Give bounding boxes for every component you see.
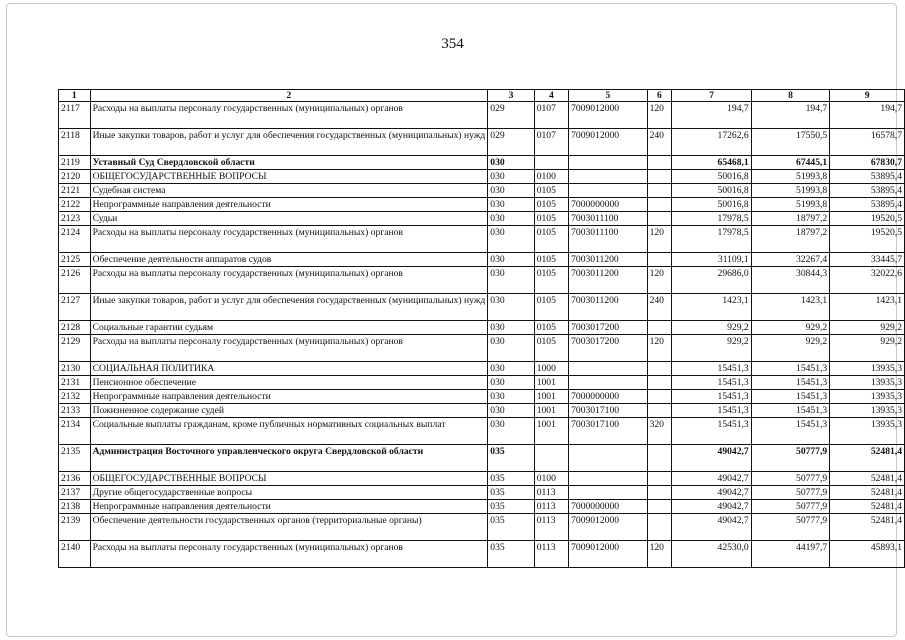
admin-code-cell: 030 <box>488 362 534 376</box>
amount-year1-cell: 17262,6 <box>672 129 751 156</box>
expense-type-cell <box>647 514 672 541</box>
amount-year2-cell: 44197,7 <box>751 541 830 568</box>
admin-code-cell: 035 <box>488 500 534 514</box>
expense-type-cell <box>647 472 672 486</box>
admin-code-cell: 030 <box>488 335 534 362</box>
amount-year2-cell: 32267,4 <box>751 253 830 267</box>
table-row <box>59 514 905 541</box>
table-row <box>59 486 905 500</box>
expense-type-cell <box>647 445 672 472</box>
admin-code-cell: 030 <box>488 156 534 170</box>
admin-code-cell: 029 <box>488 102 534 129</box>
section-code-cell: 0105 <box>534 267 568 294</box>
row-description-cell: Расходы на выплаты персоналу государственных (муниципальных) органов <box>90 102 488 129</box>
section-code-cell: 0113 <box>534 486 568 500</box>
admin-code-cell: 030 <box>488 198 534 212</box>
amount-year3-cell: 19520,5 <box>830 212 905 226</box>
row-description-cell: Пенсионное обеспечение <box>90 376 488 390</box>
section-code-cell <box>534 156 568 170</box>
row-description-cell: Обеспечение деятельности аппаратов судов <box>90 253 488 267</box>
section-code-cell: 0107 <box>534 102 568 129</box>
admin-code-cell: 030 <box>488 390 534 404</box>
target-article-cell: 7000000000 <box>569 198 647 212</box>
section-code-cell: 0105 <box>534 335 568 362</box>
column-header: 9 <box>830 90 905 102</box>
amount-year1-cell: 49042,7 <box>672 445 751 472</box>
expense-type-cell: 120 <box>647 267 672 294</box>
section-code-cell: 0100 <box>534 170 568 184</box>
table-row <box>59 390 905 404</box>
table-row <box>59 404 905 418</box>
target-article-cell: 7009012000 <box>569 102 647 129</box>
row-description-cell: Социальные гарантии судьям <box>90 321 488 335</box>
amount-year2-cell: 929,2 <box>751 321 830 335</box>
amount-year3-cell: 929,2 <box>830 335 905 362</box>
row-number-cell: 2130 <box>59 362 91 376</box>
admin-code-cell: 030 <box>488 253 534 267</box>
admin-code-cell: 030 <box>488 418 534 445</box>
row-description-cell: Расходы на выплаты персоналу государственных (муниципальных) органов <box>90 335 488 362</box>
row-description-cell: Расходы на выплаты персоналу государственных (муниципальных) органов <box>90 226 488 253</box>
target-article-cell <box>569 170 647 184</box>
amount-year3-cell: 32022,6 <box>830 267 905 294</box>
expense-type-cell: 240 <box>647 129 672 156</box>
table-row <box>59 445 905 472</box>
amount-year2-cell: 18797,2 <box>751 212 830 226</box>
expense-type-cell <box>647 198 672 212</box>
table-row <box>59 170 905 184</box>
amount-year1-cell: 17978,5 <box>672 226 751 253</box>
section-code-cell: 1001 <box>534 390 568 404</box>
amount-year1-cell: 49042,7 <box>672 472 751 486</box>
row-description-cell: Судьи <box>90 212 488 226</box>
row-description-cell: ОБЩЕГОСУДАРСТВЕННЫЕ ВОПРОСЫ <box>90 472 488 486</box>
amount-year3-cell: 33445,7 <box>830 253 905 267</box>
row-number-cell: 2121 <box>59 184 91 198</box>
amount-year3-cell: 53895,4 <box>830 198 905 212</box>
row-number-cell: 2137 <box>59 486 91 500</box>
admin-code-cell: 030 <box>488 184 534 198</box>
amount-year3-cell: 45893,1 <box>830 541 905 568</box>
expense-type-cell <box>647 390 672 404</box>
row-number-cell: 2122 <box>59 198 91 212</box>
amount-year2-cell: 194,7 <box>751 102 830 129</box>
row-description-cell: Иные закупки товаров, работ и услуг для обеспечения государственных (муниципальных) нужд <box>90 129 488 156</box>
row-description-cell: Иные закупки товаров, работ и услуг для обеспечения государственных (муниципальных) нужд <box>90 294 488 321</box>
admin-code-cell: 035 <box>488 472 534 486</box>
row-number-cell: 2117 <box>59 102 91 129</box>
section-code-cell: 1001 <box>534 418 568 445</box>
amount-year1-cell: 42530,0 <box>672 541 751 568</box>
amount-year1-cell: 49042,7 <box>672 514 751 541</box>
expense-type-cell <box>647 500 672 514</box>
target-article-cell: 7009012000 <box>569 129 647 156</box>
column-header: 6 <box>647 90 672 102</box>
target-article-cell: 7009012000 <box>569 541 647 568</box>
target-article-cell <box>569 445 647 472</box>
table-row <box>59 500 905 514</box>
table-row <box>59 253 905 267</box>
row-number-cell: 2133 <box>59 404 91 418</box>
amount-year1-cell: 15451,3 <box>672 362 751 376</box>
section-code-cell: 0113 <box>534 514 568 541</box>
section-code-cell: 0107 <box>534 129 568 156</box>
expense-type-cell: 120 <box>647 335 672 362</box>
amount-year3-cell: 1423,1 <box>830 294 905 321</box>
row-number-cell: 2126 <box>59 267 91 294</box>
row-description-cell: Судебная система <box>90 184 488 198</box>
column-header: 5 <box>569 90 647 102</box>
amount-year3-cell: 52481,4 <box>830 445 905 472</box>
row-number-cell: 2127 <box>59 294 91 321</box>
admin-code-cell: 030 <box>488 321 534 335</box>
section-code-cell: 1000 <box>534 362 568 376</box>
target-article-cell: 7000000000 <box>569 390 647 404</box>
row-description-cell: Непрограммные направления деятельности <box>90 198 488 212</box>
amount-year2-cell: 51993,8 <box>751 170 830 184</box>
row-description-cell: Социальные выплаты гражданам, кроме публичных нормативных социальных выплат <box>90 418 488 445</box>
amount-year2-cell: 17550,5 <box>751 129 830 156</box>
table-row <box>59 418 905 445</box>
admin-code-cell: 035 <box>488 486 534 500</box>
amount-year1-cell: 1423,1 <box>672 294 751 321</box>
row-description-cell: Уставный Суд Свердловской области <box>90 156 488 170</box>
target-article-cell <box>569 184 647 198</box>
amount-year3-cell: 52481,4 <box>830 514 905 541</box>
table-row <box>59 184 905 198</box>
section-code-cell: 0105 <box>534 294 568 321</box>
table-row <box>59 267 905 294</box>
amount-year2-cell: 50777,9 <box>751 445 830 472</box>
admin-code-cell: 030 <box>488 170 534 184</box>
expense-type-cell: 120 <box>647 226 672 253</box>
section-code-cell: 0113 <box>534 500 568 514</box>
section-code-cell: 0105 <box>534 226 568 253</box>
row-number-cell: 2140 <box>59 541 91 568</box>
amount-year1-cell: 15451,3 <box>672 390 751 404</box>
row-number-cell: 2134 <box>59 418 91 445</box>
table-row <box>59 198 905 212</box>
target-article-cell: 7003017100 <box>569 404 647 418</box>
section-code-cell: 0105 <box>534 253 568 267</box>
column-header: 8 <box>751 90 830 102</box>
column-header: 7 <box>672 90 751 102</box>
expense-type-cell <box>647 376 672 390</box>
section-code-cell: 0105 <box>534 321 568 335</box>
table-header-row <box>59 90 905 102</box>
expense-type-cell <box>647 170 672 184</box>
row-description-cell: Пожизненное содержание судей <box>90 404 488 418</box>
amount-year1-cell: 15451,3 <box>672 418 751 445</box>
amount-year3-cell: 19520,5 <box>830 226 905 253</box>
amount-year2-cell: 50777,9 <box>751 486 830 500</box>
section-code-cell: 0100 <box>534 472 568 486</box>
admin-code-cell: 030 <box>488 404 534 418</box>
row-description-cell: Расходы на выплаты персоналу государственных (муниципальных) органов <box>90 541 488 568</box>
row-number-cell: 2136 <box>59 472 91 486</box>
target-article-cell: 7003017200 <box>569 335 647 362</box>
target-article-cell: 7000000000 <box>569 500 647 514</box>
target-article-cell <box>569 486 647 500</box>
section-code-cell: 1001 <box>534 404 568 418</box>
table-row <box>59 156 905 170</box>
table-row <box>59 226 905 253</box>
amount-year2-cell: 15451,3 <box>751 362 830 376</box>
admin-code-cell: 030 <box>488 267 534 294</box>
table-row <box>59 102 905 129</box>
amount-year1-cell: 49042,7 <box>672 500 751 514</box>
row-description-cell: Другие общегосударственные вопросы <box>90 486 488 500</box>
amount-year3-cell: 194,7 <box>830 102 905 129</box>
row-number-cell: 2119 <box>59 156 91 170</box>
expense-type-cell <box>647 184 672 198</box>
table-row <box>59 335 905 362</box>
amount-year1-cell: 49042,7 <box>672 486 751 500</box>
amount-year1-cell: 65468,1 <box>672 156 751 170</box>
expense-type-cell <box>647 404 672 418</box>
section-code-cell <box>534 445 568 472</box>
row-description-cell: ОБЩЕГОСУДАРСТВЕННЫЕ ВОПРОСЫ <box>90 170 488 184</box>
row-number-cell: 2139 <box>59 514 91 541</box>
admin-code-cell: 030 <box>488 212 534 226</box>
amount-year1-cell: 15451,3 <box>672 376 751 390</box>
amount-year3-cell: 67830,7 <box>830 156 905 170</box>
table-row <box>59 294 905 321</box>
target-article-cell <box>569 472 647 486</box>
amount-year3-cell: 13935,3 <box>830 390 905 404</box>
column-header: 3 <box>488 90 534 102</box>
row-number-cell: 2118 <box>59 129 91 156</box>
admin-code-cell: 029 <box>488 129 534 156</box>
amount-year3-cell: 53895,4 <box>830 184 905 198</box>
amount-year2-cell: 18797,2 <box>751 226 830 253</box>
amount-year2-cell: 30844,3 <box>751 267 830 294</box>
row-description-cell: Обеспечение деятельности государственных органов (территориальные органы) <box>90 514 488 541</box>
section-code-cell: 1001 <box>534 376 568 390</box>
target-article-cell <box>569 156 647 170</box>
column-header: 1 <box>59 90 91 102</box>
target-article-cell: 7003011100 <box>569 226 647 253</box>
target-article-cell: 7003017200 <box>569 321 647 335</box>
amount-year2-cell: 67445,1 <box>751 156 830 170</box>
amount-year2-cell: 15451,3 <box>751 390 830 404</box>
amount-year1-cell: 194,7 <box>672 102 751 129</box>
amount-year2-cell: 50777,9 <box>751 500 830 514</box>
target-article-cell <box>569 376 647 390</box>
row-number-cell: 2124 <box>59 226 91 253</box>
amount-year2-cell: 15451,3 <box>751 376 830 390</box>
expense-type-cell <box>647 486 672 500</box>
section-code-cell: 0105 <box>534 184 568 198</box>
page-number: 354 <box>441 36 464 52</box>
table-body <box>59 102 905 568</box>
amount-year2-cell: 1423,1 <box>751 294 830 321</box>
amount-year2-cell: 51993,8 <box>751 184 830 198</box>
row-number-cell: 2132 <box>59 390 91 404</box>
table-row <box>59 376 905 390</box>
row-number-cell: 2135 <box>59 445 91 472</box>
section-code-cell: 0105 <box>534 198 568 212</box>
table-row <box>59 362 905 376</box>
admin-code-cell: 030 <box>488 376 534 390</box>
amount-year3-cell: 13935,3 <box>830 376 905 390</box>
amount-year3-cell: 13935,3 <box>830 418 905 445</box>
amount-year1-cell: 50016,8 <box>672 170 751 184</box>
amount-year3-cell: 52481,4 <box>830 500 905 514</box>
row-number-cell: 2128 <box>59 321 91 335</box>
amount-year2-cell: 50777,9 <box>751 514 830 541</box>
row-description-cell: Администрация Восточного управленческого округа Свердловской области <box>90 445 488 472</box>
table-row <box>59 541 905 568</box>
amount-year3-cell: 13935,3 <box>830 404 905 418</box>
row-number-cell: 2123 <box>59 212 91 226</box>
amount-year2-cell: 15451,3 <box>751 418 830 445</box>
amount-year3-cell: 53895,4 <box>830 170 905 184</box>
amount-year3-cell: 13935,3 <box>830 362 905 376</box>
amount-year1-cell: 31109,1 <box>672 253 751 267</box>
expense-type-cell: 240 <box>647 294 672 321</box>
section-code-cell: 0105 <box>534 212 568 226</box>
amount-year2-cell: 929,2 <box>751 335 830 362</box>
amount-year1-cell: 50016,8 <box>672 184 751 198</box>
expense-type-cell <box>647 156 672 170</box>
row-number-cell: 2131 <box>59 376 91 390</box>
amount-year2-cell: 50777,9 <box>751 472 830 486</box>
section-code-cell: 0113 <box>534 541 568 568</box>
target-article-cell: 7003011100 <box>569 212 647 226</box>
row-number-cell: 2138 <box>59 500 91 514</box>
amount-year1-cell: 17978,5 <box>672 212 751 226</box>
expense-type-cell <box>647 212 672 226</box>
target-article-cell: 7003017100 <box>569 418 647 445</box>
amount-year1-cell: 929,2 <box>672 321 751 335</box>
amount-year1-cell: 15451,3 <box>672 404 751 418</box>
amount-year3-cell: 16578,7 <box>830 129 905 156</box>
row-description-cell: Непрограммные направления деятельности <box>90 390 488 404</box>
target-article-cell: 7003011200 <box>569 294 647 321</box>
admin-code-cell: 030 <box>488 226 534 253</box>
column-header: 2 <box>90 90 488 102</box>
column-header: 4 <box>534 90 568 102</box>
row-description-cell: Непрограммные направления деятельности <box>90 500 488 514</box>
budget-table <box>58 89 905 568</box>
admin-code-cell: 030 <box>488 294 534 321</box>
amount-year3-cell: 52481,4 <box>830 486 905 500</box>
target-article-cell: 7003011200 <box>569 267 647 294</box>
expense-type-cell <box>647 362 672 376</box>
row-description-cell: Расходы на выплаты персоналу государственных (муниципальных) органов <box>90 267 488 294</box>
amount-year1-cell: 50016,8 <box>672 198 751 212</box>
admin-code-cell: 035 <box>488 514 534 541</box>
target-article-cell <box>569 362 647 376</box>
amount-year3-cell: 929,2 <box>830 321 905 335</box>
row-number-cell: 2125 <box>59 253 91 267</box>
amount-year1-cell: 29686,0 <box>672 267 751 294</box>
expense-type-cell: 120 <box>647 541 672 568</box>
amount-year2-cell: 51993,8 <box>751 198 830 212</box>
target-article-cell: 7003011200 <box>569 253 647 267</box>
admin-code-cell: 035 <box>488 541 534 568</box>
row-number-cell: 2120 <box>59 170 91 184</box>
row-description-cell: СОЦИАЛЬНАЯ ПОЛИТИКА <box>90 362 488 376</box>
table-row <box>59 472 905 486</box>
table-row <box>59 212 905 226</box>
expense-type-cell: 320 <box>647 418 672 445</box>
expense-type-cell <box>647 321 672 335</box>
amount-year3-cell: 52481,4 <box>830 472 905 486</box>
target-article-cell: 7009012000 <box>569 514 647 541</box>
expense-type-cell <box>647 253 672 267</box>
row-number-cell: 2129 <box>59 335 91 362</box>
table-row <box>59 321 905 335</box>
admin-code-cell: 035 <box>488 445 534 472</box>
amount-year2-cell: 15451,3 <box>751 404 830 418</box>
expense-type-cell: 120 <box>647 102 672 129</box>
amount-year1-cell: 929,2 <box>672 335 751 362</box>
table-row <box>59 129 905 156</box>
